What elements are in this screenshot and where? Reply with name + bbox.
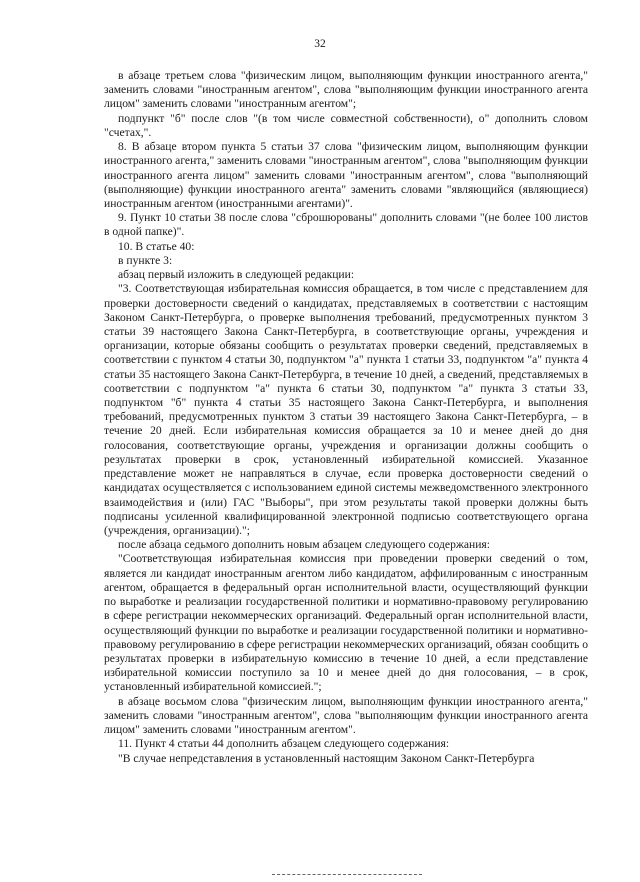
paragraph: в абзаце восьмом слова "физическим лицом, выполняющим функции иностранного агента," заменить словами "иностранным агентом", слова "выполняющим функции иностранного агента лицом" заменить словами "иностранным агентом". [104,694,588,737]
paragraph: 11. Пункт 4 статьи 44 дополнить абзацем следующего содержания: [118,737,450,751]
paragraph: "Соответствующая избирательная комиссия при проведении проверки сведений о том, является ли кандидат иностранным агентом либо кандидатом, аффилированным с иностранным агентом, обращается в федеральный орган исполнительной власти, осуществляющий функции по выработке и реализации государственной политики и нормативно-правовому регулированию в сфере регистрации некоммерческих организаций. Федеральный орган исполнительной власти, осуществляющий функции по выработке и реализации государственной политики и нормативно-правовому регулированию в сфере регистрации некоммерческих организаций, обязан сообщить о результатах проверки в избирательную комиссию в течение 10 дней, а если представление избирательной комиссии поступило за 10 и менее дней до дня голосования, – в срок, установленный избирательной комиссией."; [104,552,588,694]
paragraph: после абзаца седьмого дополнить новым абзацем следующего содержания: [118,538,490,552]
paragraph: "В случае непредставления в установленный настоящим Законом Санкт-Петербурга [118,751,535,765]
paragraph: подпункт "б" после слов "(в том числе совместной собственности), о" дополнить словом "счетах,". [104,111,588,139]
paragraph: в абзаце третьем слова "физическим лицом, выполняющим функции иностранного агента," заменить словами "иностранным агентом", слова "выполняющим функции иностранного агента лицом" заменить словами "иностранным агентом"; [104,69,588,111]
paragraph: в пункте 3: [118,253,173,267]
paragraph: 9. Пункт 10 статьи 38 после слова "сброшюрованы" дополнить словами "(не более 100 листов в одной папке)". [104,211,588,239]
paragraph: "3. Соответствующая избирательная комиссия обращается, в том числе с представлением для проверки достоверности сведений о кандидатах, представляемых в соответствии с настоящим Законом Санкт-Петербурга, о проверке выполнения требований, предусмотренных пунктом 3 статьи 39 настоящего Закона Санкт-Петербурга, в соответствующие органы, учреждения и организации, которые обязаны сообщить о результатах проверки сведений, представляемых в соответствии с пунктом 4 статьи 30, подпунктом "а" пункта 1 статьи 33, подпунктом "а" пункта 4 статьи 35 настоящего Закона Санкт-Петербурга, в течение 10 дней, а сведений, представляемых в соответствии с подпунктом "а" пункта 6 статьи 30, подпунктом "а" пункта 3 статьи 33, подпунктом "б" пункта 4 статьи 35 настоящего Закона Санкт-Петербурга, и выполнения требований, предусмотренных пунктом 3 статьи 39 настоящего Закона Санкт-Петербурга, – в течение 20 дней. Если избирательная комиссия обращается за 10 и менее дней до дня голосования, соответствующие органы, учреждения и организации должны сообщить о результатах проверки в срок, установленный избирательной комиссией. Указанное представление может не направляться в случае, если проверка достоверности сведений о кандидатах осуществляется с использованием единой системы межведомственного электронного взаимодействия и (или) ГАС "Выборы", при этом результаты такой проверки должны быть подписаны усиленной квалифицированной электронной подписью соответствующего органа (учреждения, организации)."; [104,282,588,537]
paragraph: абзац первый изложить в следующей редакции: [118,268,355,282]
page-number: 32 [314,38,326,50]
footer-divider [272,874,422,876]
document-body [104,69,588,766]
paragraph: 10. В статье 40: [118,239,195,253]
paragraph: 8. В абзаце втором пункта 5 статьи 37 слова "физическим лицом, выполняющим функции иностранного агента," заменить словами "иностранным агентом", слова "выполняющим функции иностранного агента лицом" заменить словами "иностранным агентом", слова "выполняющий (выполняющие) функции иностранного агента" заменить словами "являющийся (являющиеся) иностранным агентом (иностранными агентами)". [104,140,588,210]
